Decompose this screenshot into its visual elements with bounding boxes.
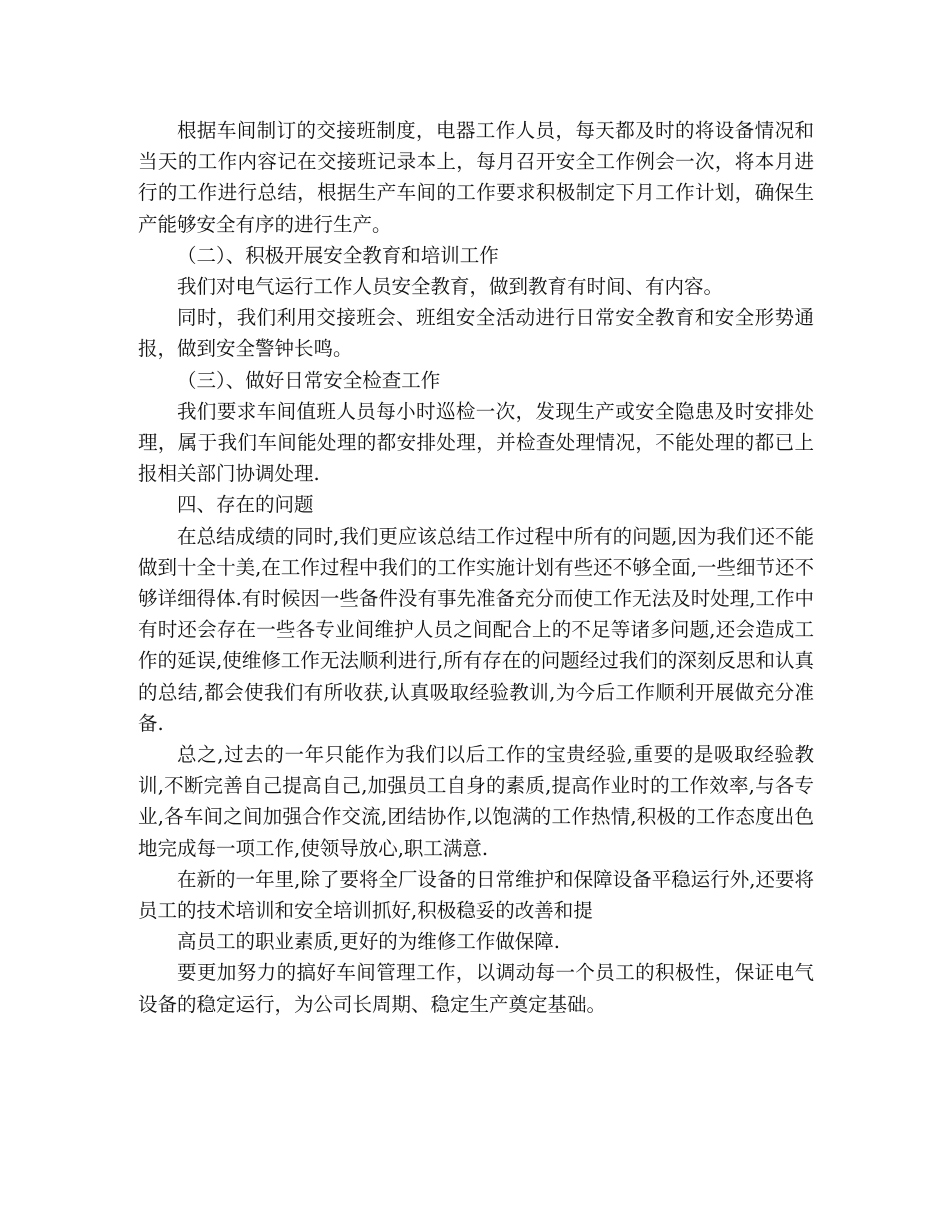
paragraph-conclusion: 总之,过去的一年只能作为我们以后工作的宝贵经验,重要的是吸取经验教训,不断完善自己提高自己,加强员工自身的素质,提高作业时的工作效率,与各专业,各车间之间加强合作交流,团结协作,以饱满的工作热情,积极的工作态度出色地完成每一项工作,使领导放心,职工满意. [138, 743, 814, 860]
document-body [138, 115, 814, 1020]
section-heading-safety-inspection: （三）、做好日常安全检查工作 [177, 368, 441, 392]
paragraph-daily-safety-activities: 同时，我们利用交接班会、班组安全活动进行日常安全教育和安全形势通报，做到安全警钟长鸣。 [138, 306, 814, 361]
paragraph-safety-education: 我们对电气运行工作人员安全教育，做到教育有时间、有内容。 [177, 275, 724, 299]
section-heading-existing-problems: 四、存在的问题 [177, 493, 314, 517]
paragraph-new-year-plan: 在新的一年里,除了要将全厂设备的日常维护和保障设备平稳运行外,还要将员工的技术培训和安全培训抓好,积极稳妥的改善和提 [138, 867, 814, 923]
paragraph-new-year-plan-continued: 高员工的职业素质,更好的为维修工作做保障. [177, 930, 560, 954]
paragraph-handover-system: 根据车间制订的交接班制度，电器工作人员，每天都及时的将设备情况和当天的工作内容记在交接班记录本上，每月召开安全工作例会一次，将本月进行的工作进行总结，根据生产车间的工作要求积极制定下月工作计划，确保生产能够安全有序的进行生产。 [138, 119, 814, 236]
paragraph-workshop-management: 要更加努力的搞好车间管理工作，以调动每一个员工的积极性，保证电气设备的稳定运行，为公司长周期、稳定生产奠定基础。 [138, 961, 814, 1016]
paragraph-hourly-inspection: 我们要求车间值班人员每小时巡检一次，发现生产或安全隐患及时安排处理，属于我们车间能处理的都安排处理，并检查处理情况，不能处理的都已上报相关部门协调处理. [138, 399, 814, 486]
section-heading-safety-education: （二）、积极开展安全教育和培训工作 [177, 243, 499, 267]
paragraph-problems-summary: 在总结成绩的同时,我们更应该总结工作过程中所有的问题,因为我们还不能做到十全十美,在工作过程中我们的工作实施计划有些还不够全面,一些细节还不够详细得体.有时候因一些备件没有事先准备充分而使工作无法及时处理,工作中有时还会存在一些各专业间维护人员之间配合上的不足等诸多问题,还会造成工作的延误,使维修工作无法顺利进行,所有存在的问题经过我们的深刻反思和认真的总结,都会使我们有所收获,认真吸取经验教训,为今后工作顺利开展做充分准备. [138, 524, 814, 735]
